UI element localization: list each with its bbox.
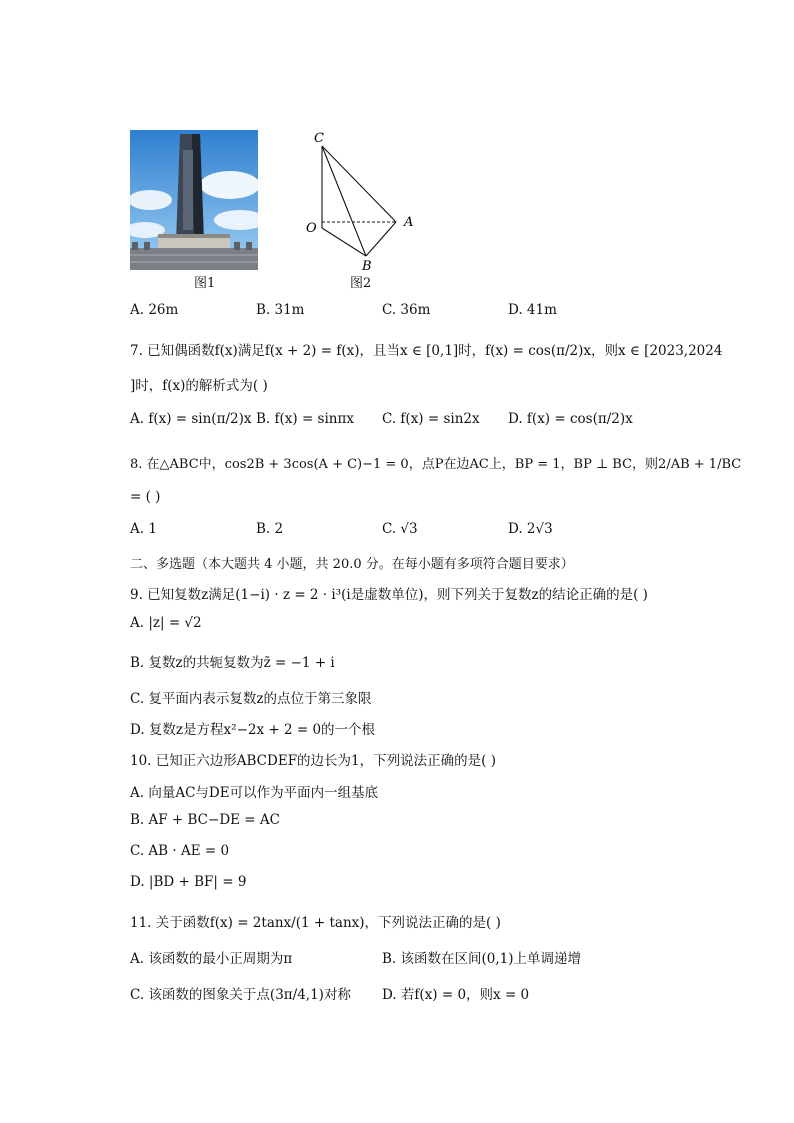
q9-choice-c: C. 复平面内表示复数z的点位于第三象限 [130, 691, 372, 707]
q7-choice-d: D. f(x) = cos(π/2)x [508, 411, 633, 427]
q11-choice-c: C. 该函数的图象关于点(3π/4,1)对称 [130, 987, 351, 1003]
q11-choice-d: D. 若f(x) = 0，则x = 0 [382, 987, 530, 1003]
q7-choice-b: B. f(x) = sinπx [256, 411, 354, 427]
q6-choice-c: C. 36m [382, 302, 431, 318]
q6-choice-d: D. 41m [508, 302, 557, 318]
q10-choice-c: C. AB · AE = 0 [130, 843, 230, 859]
q9-choice-a: A. |z| = √2 [130, 615, 202, 631]
figure2-caption: 图2 [350, 276, 372, 291]
q6-choice-b: B. 31m [256, 302, 305, 318]
monument-photo [130, 130, 258, 270]
q8-choice-a: A. 1 [130, 521, 157, 537]
q10-choice-d: D. |BD + BF| = 9 [130, 874, 247, 890]
q10-choice-a: A. 向量AC与DE可以作为平面内一组基底 [130, 785, 379, 801]
q7-choice-a: A. f(x) = sin(π/2)x [130, 411, 252, 427]
q8-choice-c: C. √3 [382, 521, 418, 537]
label-C: C [314, 131, 324, 146]
q10-stem: 10. 已知正六边形ABCDEF的边长为1，下列说法正确的是( ) [130, 753, 496, 769]
q6-choice-a: A. 26m [130, 302, 179, 318]
q8-choice-d: D. 2√3 [508, 521, 553, 537]
label-O: O [306, 221, 317, 236]
q9-choice-b: B. 复数z的共轭复数为z̄ = −1 + i [130, 655, 335, 671]
q8-choice-b: B. 2 [256, 521, 284, 537]
q8-stem-line2: = ( ) [130, 489, 161, 505]
tetrahedron-diagram [300, 128, 430, 274]
q11-choice-b: B. 该函数在区间(0,1)上单调递增 [382, 951, 582, 967]
q7-choice-c: C. f(x) = sin2x [382, 411, 480, 427]
q7-stem-line1: 7. 已知偶函数f(x)满足f(x + 2) = f(x)，且当x ∈ [0,1]时，f(x) = cos(π/2)x，则x ∈ [2023,2024 [130, 343, 723, 359]
q11-stem: 11. 关于函数f(x) = 2tanx/(1 + tanx)，下列说法正确的是( ) [130, 915, 501, 931]
q8-stem-line1: 8. 在△ABC中，cos2B + 3cos(A + C)−1 = 0，点P在边AC上，BP = 1，BP ⊥ BC，则2/AB + 1/BC [130, 457, 742, 472]
figure1-caption: 图1 [194, 276, 216, 291]
q10-choice-b: B. AF + BC−DE = AC [130, 812, 280, 828]
q9-stem: 9. 已知复数z满足(1−i) · z = 2 · i³(i是虚数单位)，则下列关于复数z的结论正确的是( ) [130, 587, 648, 603]
q11-choice-a: A. 该函数的最小正周期为π [130, 951, 293, 967]
label-B: B [362, 259, 372, 274]
q9-choice-d: D. 复数z是方程x²−2x + 2 = 0的一个根 [130, 722, 376, 738]
label-A: A [404, 215, 414, 230]
q7-stem-line2: ]时，f(x)的解析式为( ) [130, 378, 268, 394]
section2-title: 二、多选题（本大题共 4 小题，共 20.0 分。在每小题有多项符合题目要求） [130, 557, 574, 572]
